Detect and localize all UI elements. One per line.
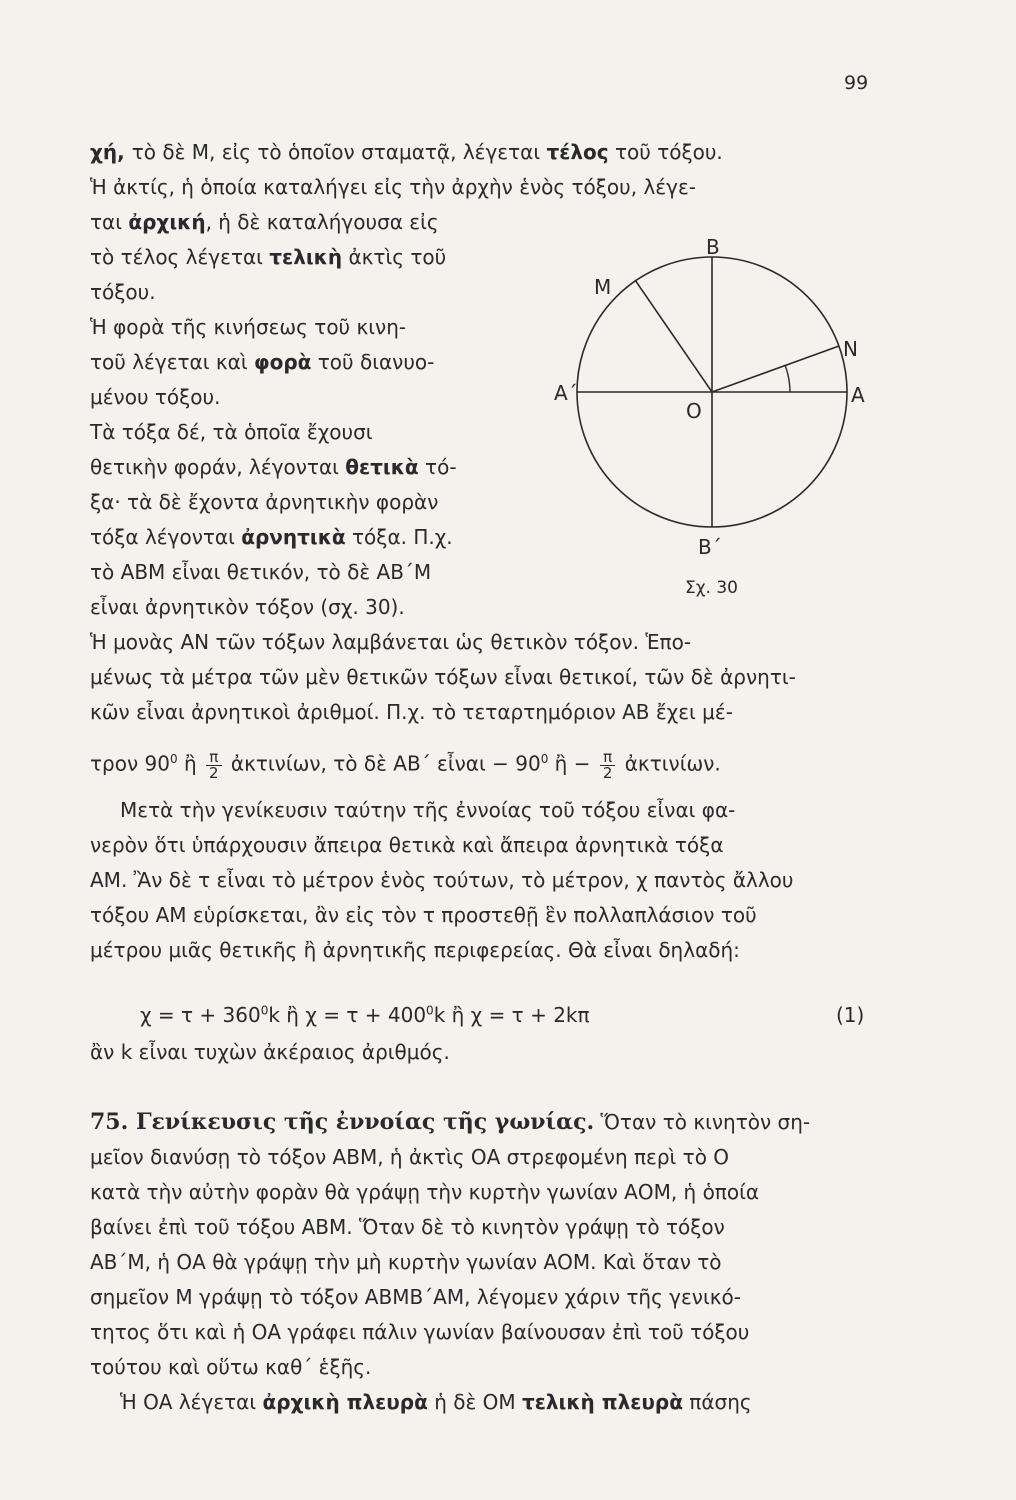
bold-term: ἀρχική — [128, 210, 206, 234]
text-span: ἢ — [177, 751, 197, 776]
radius-om — [635, 280, 712, 392]
text-span: τό- — [418, 455, 457, 479]
bold-term: ἀρχικὴ πλευρὰ — [262, 1390, 428, 1414]
fraction-denominator: 2 — [602, 763, 613, 782]
text-span: τοῦ τόξου. — [608, 140, 723, 164]
text-line: βαίνει ἐπὶ τοῦ τόξου ΑΒΜ. Ὅταν δὲ τὸ κινητὸν γράψῃ τὸ τόξον — [90, 1215, 725, 1239]
text-span: Ἡ ΟΑ λέγεται — [120, 1390, 263, 1414]
text-line: τόξου ΑΜ εὑρίσκεται, ἂν εἰς τὸν τ προστεθῇ ἓν πολλαπλάσιον τοῦ — [90, 903, 757, 927]
text-span: ἀκτινίων, τὸ δὲ ΑΒ΄ εἶναι − 90 — [230, 751, 541, 776]
bold-term: φορὰ — [253, 350, 312, 374]
label-b: B — [706, 235, 720, 259]
fraction-pi-over-2 — [206, 747, 222, 782]
text-line: τὸ ΑΒΜ εἶναι θετικόν, τὸ δὲ ΑΒ΄Μ — [90, 560, 432, 584]
text-line: κῶν εἶναι ἀρνητικοὶ ἀριθμοί. Π.χ. τὸ τεταρτημόριον ΑΒ ἔχει μέ- — [90, 700, 733, 724]
text-line: μένως τὰ μέτρα τῶν μὲν θετικῶν τόξων εἶναι θετικοί, τῶν δὲ ἀρνητι- — [90, 665, 796, 689]
degree-sup: 0 — [426, 1003, 434, 1018]
text-line — [90, 455, 457, 479]
fraction-numerator: π — [206, 750, 222, 766]
text-line: μεῖον διανύσῃ τὸ τόξον ΑΒΜ, ἡ ἀκτὶς ΟΑ στρεφομένη περὶ τὸ Ο — [90, 1145, 730, 1169]
formula-1 — [140, 1003, 590, 1027]
text-span: τὸ τέλος λέγεται — [90, 245, 270, 269]
page-number: 99 — [844, 72, 869, 94]
text-span: k ἢ χ = τ + 2kπ — [433, 1003, 590, 1027]
text-span: τρον 90 — [90, 751, 170, 776]
section-number: 75. — [90, 1109, 129, 1135]
text-line — [90, 740, 721, 783]
degree-sup: 0 — [540, 752, 549, 766]
text-span: τόξα. Π.χ. — [345, 525, 453, 549]
text-span: , ἡ δὲ καταλήγουσα εἰς — [205, 210, 439, 234]
bold-term: θετικὰ — [345, 455, 419, 479]
label-a: A — [851, 383, 865, 407]
text-span: χ = τ + 360 — [140, 1003, 261, 1027]
text-line: μένου τόξου. — [90, 385, 221, 409]
text-line — [90, 245, 446, 269]
text-line: τούτου καὶ οὕτω καθ΄ ἑξῆς. — [90, 1355, 372, 1379]
bold-term: τέλος — [546, 140, 609, 164]
text-line — [90, 525, 453, 549]
text-span: τόξα λέγονται — [90, 525, 242, 549]
text-span: ἀκτὶς τοῦ — [342, 245, 447, 269]
text-line: Μετὰ τὴν γενίκευσιν ταύτην τῆς ἐννοίας τοῦ τόξου εἶναι φα- — [120, 798, 736, 822]
text-span: τὸ δὲ Μ, εἰς τὸ ὁποῖον σταματᾷ, λέγεται — [131, 140, 547, 164]
text-span: ἡ δὲ ΟΜ — [427, 1390, 522, 1414]
text-line: Ἡ μονὰς ΑΝ τῶν τόξων λαμβάνεται ὡς θετικὸν τόξον. Ἑπο- — [90, 630, 692, 654]
text-line: Ἡ ἀκτίς, ἡ ὁποία καταλήγει εἰς τὴν ἀρχὴν ἑνὸς τόξου, λέγε- — [90, 175, 696, 199]
fraction-pi-over-2 — [600, 747, 616, 782]
text-line: Τὰ τόξα δέ, τὰ ὁποῖα ἔχουσι — [90, 420, 373, 444]
text-line: Ἡ φορὰ τῆς κινήσεως τοῦ κινη- — [90, 315, 407, 339]
text-line — [120, 1390, 752, 1414]
angle-arc — [785, 365, 790, 392]
fraction-denominator: 2 — [209, 763, 219, 782]
degree-sup: 0 — [169, 752, 178, 766]
bold-term: τελικὴ — [269, 245, 343, 269]
text-span: ἢ − — [548, 751, 591, 776]
radius-on — [712, 346, 839, 392]
text-span: πάσης — [682, 1390, 752, 1414]
text-span: τοῦ λέγεται καὶ — [90, 350, 254, 374]
section-heading-line — [90, 1110, 810, 1134]
text-line: ἂν k εἶναι τυχὼν ἀκέραιος ἀριθμός. — [90, 1040, 450, 1064]
text-span: k ἢ χ = τ + 400 — [268, 1003, 427, 1027]
text-span: ται — [90, 210, 129, 234]
text-line: τητος ὅτι καὶ ἡ ΟΑ γράφει πάλιν γωνίαν βαίνουσαν ἐπὶ τοῦ τόξου — [90, 1320, 750, 1344]
label-n: N — [843, 337, 858, 361]
text-span: τοῦ διανυο- — [311, 350, 435, 374]
text-line: σημεῖον Μ γράψῃ τὸ τόξον ΑΒΜΒ΄ΑΜ, λέγομεν χάριν τῆς γενικό- — [90, 1285, 741, 1309]
text-line: ξα· τὰ δὲ ἔχοντα ἀρνητικὴν φορὰν — [90, 490, 439, 514]
label-o: O — [686, 399, 702, 423]
figure-circle-diagram — [540, 235, 870, 592]
bold-term: ἀρνητικὰ — [241, 525, 346, 549]
text-line — [90, 210, 439, 234]
text-line: εἶναι ἀρνητικὸν τόξον (σχ. 30). — [90, 595, 405, 619]
text-line: μέτρου μιᾶς θετικῆς ἢ ἀρνητικῆς περιφερείας. Θὰ εἶναι δηλαδή: — [90, 938, 740, 962]
text-span: Ὅταν τὸ κινητὸν ση- — [594, 1110, 811, 1134]
label-a-prime: A΄ — [554, 381, 578, 405]
text-line: τόξου. — [90, 280, 156, 304]
text-line: ΑΜ. Ἂν δὲ τ εἶναι τὸ μέτρον ἑνὸς τούτων, τὸ μέτρον, χ παντὸς ἄλλου — [90, 868, 794, 892]
text-line — [90, 350, 434, 374]
text-line: κατὰ τὴν αὐτὴν φορὰν θὰ γράψῃ τὴν κυρτὴν γωνίαν ΑΟΜ, ἡ ὁποία — [90, 1180, 760, 1204]
bold-term: τελικὴ πλευρὰ — [522, 1390, 683, 1414]
equation-number: (1) — [836, 1003, 865, 1027]
label-m: M — [594, 275, 612, 299]
figure-caption: Σχ. 30 — [685, 578, 739, 598]
fraction-numerator: π — [600, 750, 616, 766]
section-title: Γενίκευσις τῆς ἐννοίας τῆς γωνίας. — [128, 1109, 595, 1135]
degree-sup: 0 — [260, 1003, 269, 1018]
text-line: ΑΒ΄Μ, ἡ ΟΑ θὰ γράψῃ τὴν μὴ κυρτὴν γωνίαν ΑΟΜ. Καὶ ὅταν τὸ — [90, 1250, 722, 1274]
bold-term: χή, — [90, 140, 132, 164]
text-span: ἀκτινίων. — [624, 751, 721, 776]
text-span: θετικὴν φοράν, λέγονται — [90, 455, 346, 479]
text-line — [90, 140, 723, 164]
label-b-prime: B΄ — [698, 535, 722, 559]
text-line: νερὸν ὅτι ὑπάρχουσιν ἄπειρα θετικὰ καὶ ἄπειρα ἀρνητικὰ τόξα — [90, 833, 724, 857]
